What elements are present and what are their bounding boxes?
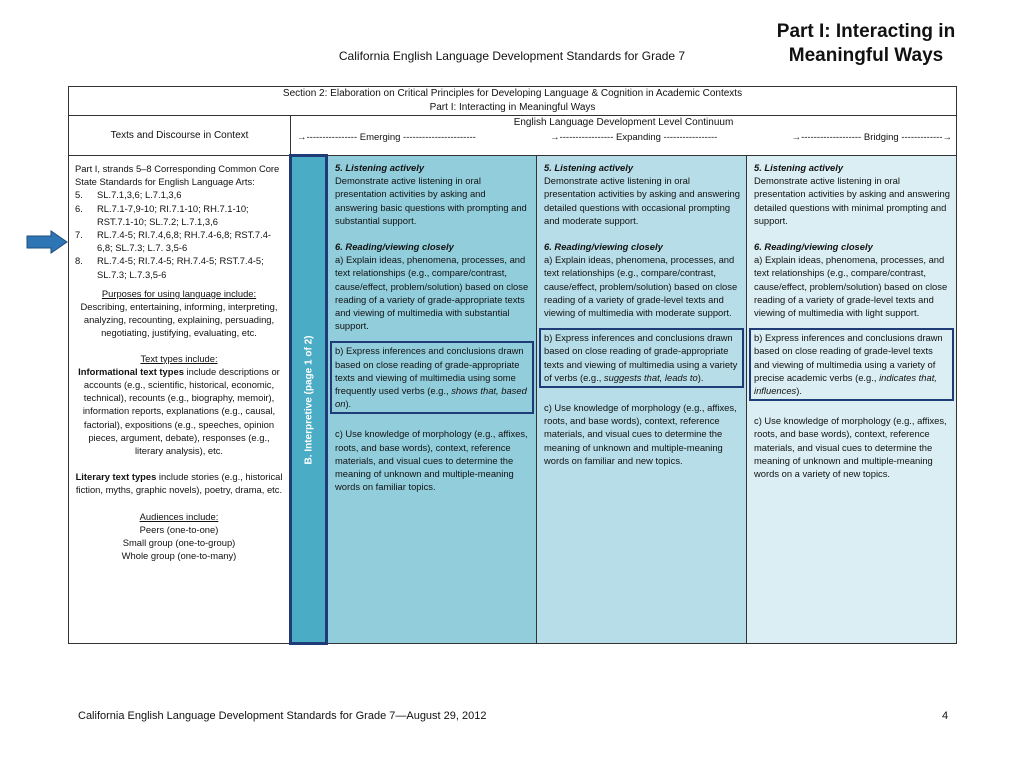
- section-header-line1: Section 2: Elaboration on Critical Principles for Developing Language & Cognition in Academic Contexts: [282, 88, 743, 99]
- list-item: 7. RL.7.4-5; RI.7.4,6,8; RH.7.4-6,8; RST.7.4-6,8; SL.7.3; L.7. 3,5-6: [75, 229, 272, 254]
- purposes-text: Describing, entertaining, informing, interpreting, analyzing, recounting, explaining, persuading, negotiating, justifying, evaluating, etc.: [80, 301, 278, 339]
- listening-title: 5. Listening actively: [335, 162, 425, 173]
- emerging-column: [327, 156, 537, 644]
- section-header-line2: Part I: Interacting in Meaningful Ways: [429, 102, 596, 113]
- audience-item: Whole group (one-to-many): [121, 550, 237, 562]
- texts-discourse-header: Texts and Discourse in Context: [69, 116, 291, 156]
- reading-b-highlight-box: b) Express inferences and conclusions drawn based on close reading of grade-appropriate texts and viewing of multimedia using a variety of verbs (e.g., suggests that, leads to).: [539, 328, 744, 388]
- page-footer: California English Language Development Standards for Grade 7—August 29, 2012: [78, 710, 487, 722]
- slide-title: Part I: Interacting in Meaningful Ways: [776, 21, 956, 66]
- literary-label: Literary text types: [75, 471, 157, 483]
- level-bridging: →------------------- Bridging -------------→: [791, 132, 952, 143]
- section-header: [69, 87, 957, 116]
- continuum-header: [291, 116, 957, 156]
- reading-title: 6. Reading/viewing closely: [544, 241, 663, 253]
- informational-label: Informational text types: [78, 365, 184, 377]
- reading-title: 6. Reading/viewing closely: [754, 241, 873, 253]
- standards-list: [75, 188, 283, 280]
- audiences-section: [75, 510, 283, 563]
- listening-title: 5. Listening actively: [754, 162, 844, 173]
- reading-c: c) Use knowledge of morphology (e.g., affixes, roots, and base words), context, reference materials, and visual cues to determine the meaning of unknown and multiple-meaning words on familiar and new topics.: [544, 402, 737, 466]
- reading-a: a) Explain ideas, phenomena, processes, and text relationships (e.g., compare/contrast, cause/effect, problem/solution) based on close reading of a variety of grade-level texts and viewing of multimedia with light support.: [754, 254, 948, 319]
- listening-title: 5. Listening actively: [544, 162, 634, 173]
- level-emerging: →---------------- Emerging -----------------------: [297, 132, 476, 143]
- level-row: [291, 129, 956, 148]
- literary-section: [75, 470, 283, 496]
- bridging-column: [747, 156, 957, 644]
- reading-b-highlight-box: b) Express inferences and conclusions drawn based on close reading of grade-appropriate texts and viewing of multimedia using some frequently used verbs (e.g., shows that, based on).: [330, 341, 534, 414]
- interpretive-label: B. Interpretive (page 1 of 2): [302, 335, 314, 464]
- page-number: 4: [942, 710, 949, 722]
- texts-context-column: [69, 156, 291, 644]
- listening-text: Demonstrate active listening in oral presentation activities by asking and answering basic questions with prompting and substantial support.: [335, 175, 527, 226]
- text-types-section: [75, 352, 283, 458]
- verb-examples: indicates that, influences: [754, 371, 937, 397]
- list-item: 8. RL.7.4-5; RI.7.4-5; RH.7.4-5; RST.7.4-5; SL.7.3; L.7.3,5-6: [75, 255, 264, 280]
- expanding-column: [537, 156, 747, 644]
- reading-c: c) Use knowledge of morphology (e.g., affixes, roots, and base words), context, reference materials, and visual cues to determine the meaning of unknown and multiple-meaning words on a variety of new topics.: [754, 415, 947, 480]
- reading-title: 6. Reading/viewing closely: [335, 241, 454, 253]
- text-types-heading: Text types include:: [140, 352, 218, 364]
- listening-text: Demonstrate active listening in oral presentation activities by asking and answering detailed questions with minimal prompting and support.: [754, 175, 950, 226]
- level-expanding: →----------------- Expanding -----------------: [550, 132, 718, 143]
- listening-text: Demonstrate active listening in oral presentation activities by asking and answering detailed questions with occasional prompting and moderate support.: [544, 175, 740, 226]
- informational-text: include descriptions or accounts (e.g., scientific, historical, economic, technical), recounts (e.g., biography, memoir), information reports, explanations (e.g., causal, factorial), expositions (e.g., speeches, opinion pieces, argument, debate), responses (e.g., literary analysis), etc.: [82, 365, 280, 457]
- listening-block: [754, 161, 950, 227]
- interpretive-label-cell: [291, 156, 327, 644]
- standards-table: [68, 86, 957, 645]
- reading-a: a) Explain ideas, phenomena, processes, and text relationships (e.g., compare/contrast, cause/effect, problem/solution) based on close reading of a variety of grade-level texts and viewing of multimedia with moderate support.: [544, 254, 738, 319]
- literary-text: include stories (e.g., historical fiction, myths, graphic novels), poetry, drama, etc.: [75, 471, 283, 496]
- continuum-title: English Language Development Level Continuum: [513, 117, 734, 128]
- verb-examples: suggests that, leads to: [603, 371, 698, 383]
- list-item: 6. RL.7.1-7,9-10; RI.7.1-10; RH.7.1-10; RST.7.1-10; SL.7.2; L.7.1,3,6: [75, 202, 249, 227]
- ccss-intro: Part I, strands 5–8 Corresponding Common Core State Standards for English Language Arts:: [75, 163, 280, 188]
- list-item: 5. SL.7.1,3,6; L.7.1,3,6: [75, 189, 182, 201]
- audience-item: Small group (one-to-group): [122, 537, 236, 549]
- listening-block: [544, 161, 740, 227]
- reading-b-highlight-box: b) Express inferences and conclusions drawn based on close reading of grade-level texts and viewing of multimedia using a variety of precise academic verbs (e.g., indicates that, influences).: [749, 328, 954, 401]
- audience-item: Peers (one-to-one): [139, 523, 219, 535]
- verb-examples: shows that, based on: [335, 385, 527, 410]
- document-title: California English Language Development Standards for Grade 7: [338, 49, 686, 63]
- audiences-heading: Audiences include:: [139, 510, 219, 522]
- reading-c: c) Use knowledge of morphology (e.g., affixes, roots, and base words), context, reference materials, and visual cues to determine the meaning of unknown and multiple-meaning words on familiar topics.: [335, 428, 528, 493]
- right-arrow-icon: [26, 230, 68, 254]
- reading-a: a) Explain ideas, phenomena, processes, and text relationships (e.g., compare/contrast, cause/effect, problem/solution) based on close reading of a variety of grade-appropriate texts and viewing of multimedia with substantial support.: [335, 254, 529, 332]
- listening-block: [335, 161, 530, 227]
- purposes-heading: Purposes for using language include:: [101, 287, 257, 299]
- purposes-section: [75, 287, 283, 340]
